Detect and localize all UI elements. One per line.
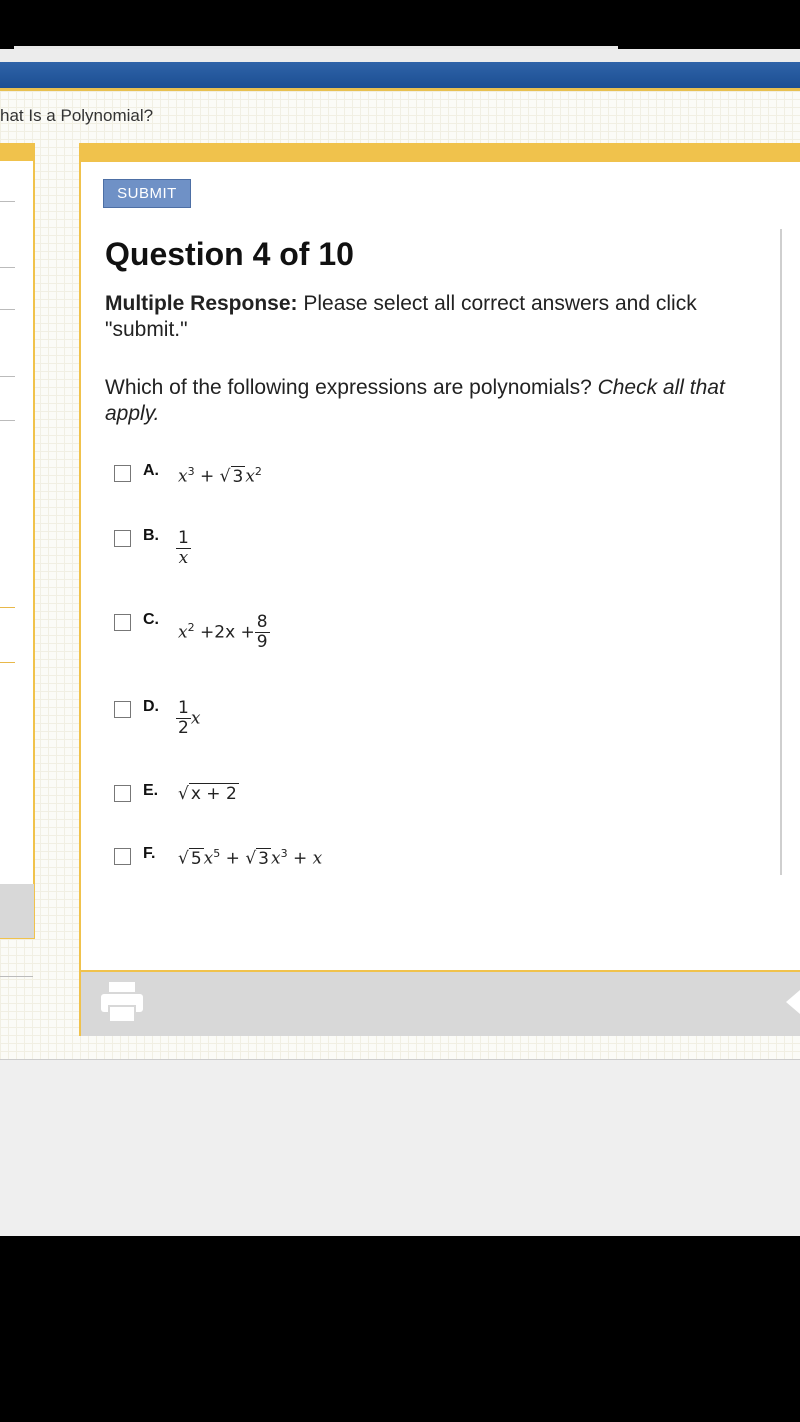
side-panel xyxy=(0,143,35,939)
checkbox-option-f[interactable] xyxy=(114,848,131,865)
side-panel-footer xyxy=(0,884,34,938)
page-bottom-area xyxy=(0,1059,800,1237)
question-prompt xyxy=(105,375,765,427)
checkbox-option-e[interactable] xyxy=(114,785,131,802)
question-panel xyxy=(79,143,800,1036)
option-d-expression: $\frac{1}{2}$ x xyxy=(178,698,201,738)
side-panel-divider xyxy=(0,267,15,268)
checkbox-option-d[interactable] xyxy=(114,701,131,718)
side-panel-divider xyxy=(0,376,15,377)
side-panel-divider xyxy=(0,420,15,421)
header-bar xyxy=(0,62,800,88)
option-e-expression: √ x + 2 xyxy=(178,784,237,804)
question-footer xyxy=(81,970,800,1036)
side-panel-divider xyxy=(0,662,15,663)
scrollbar-track[interactable] xyxy=(780,229,782,875)
side-panel-divider xyxy=(0,607,15,608)
checkbox-option-c[interactable] xyxy=(114,614,131,631)
instruction-text: Please select all correct answers and click "submit." xyxy=(105,292,697,341)
breadcrumb: hat Is a Polynomial? xyxy=(0,106,154,125)
arrow-left-icon[interactable] xyxy=(786,990,800,1014)
submit-button[interactable]: SUBMIT xyxy=(103,179,191,208)
checkbox-option-a[interactable] xyxy=(114,465,131,482)
status-bar xyxy=(0,0,800,46)
option-letter: B. xyxy=(143,527,159,544)
question-title: Question 4 of 10 xyxy=(105,236,354,272)
side-panel-divider xyxy=(0,976,33,977)
prompt-text: Which of the following expressions are polynomials? xyxy=(105,376,598,399)
option-letter: A. xyxy=(143,462,159,479)
option-c-expression: $x^2 +2x$ + $\frac{8}{9}$ xyxy=(178,612,268,652)
option-a-expression: $x^3$ + √ 3 $x^2$ xyxy=(178,465,262,487)
option-b-expression: $\frac{1}{x}$ xyxy=(178,528,189,568)
side-panel-divider xyxy=(0,309,15,310)
checkbox-option-b[interactable] xyxy=(114,530,131,547)
option-letter: D. xyxy=(143,698,159,715)
prompt-hint: Check all that apply. xyxy=(105,376,725,425)
option-letter: C. xyxy=(143,611,159,628)
print-icon[interactable] xyxy=(99,980,145,1024)
option-letter: E. xyxy=(143,782,159,799)
navigation-bar-area xyxy=(0,1236,800,1422)
instruction-type: Multiple Response: xyxy=(105,292,298,315)
option-letter: F. xyxy=(143,845,156,862)
side-panel-divider xyxy=(0,201,15,202)
instructions xyxy=(105,291,765,343)
option-f-expression: √ 5 $x^5$ + √ 3 $x^3 + x$ xyxy=(178,847,323,869)
